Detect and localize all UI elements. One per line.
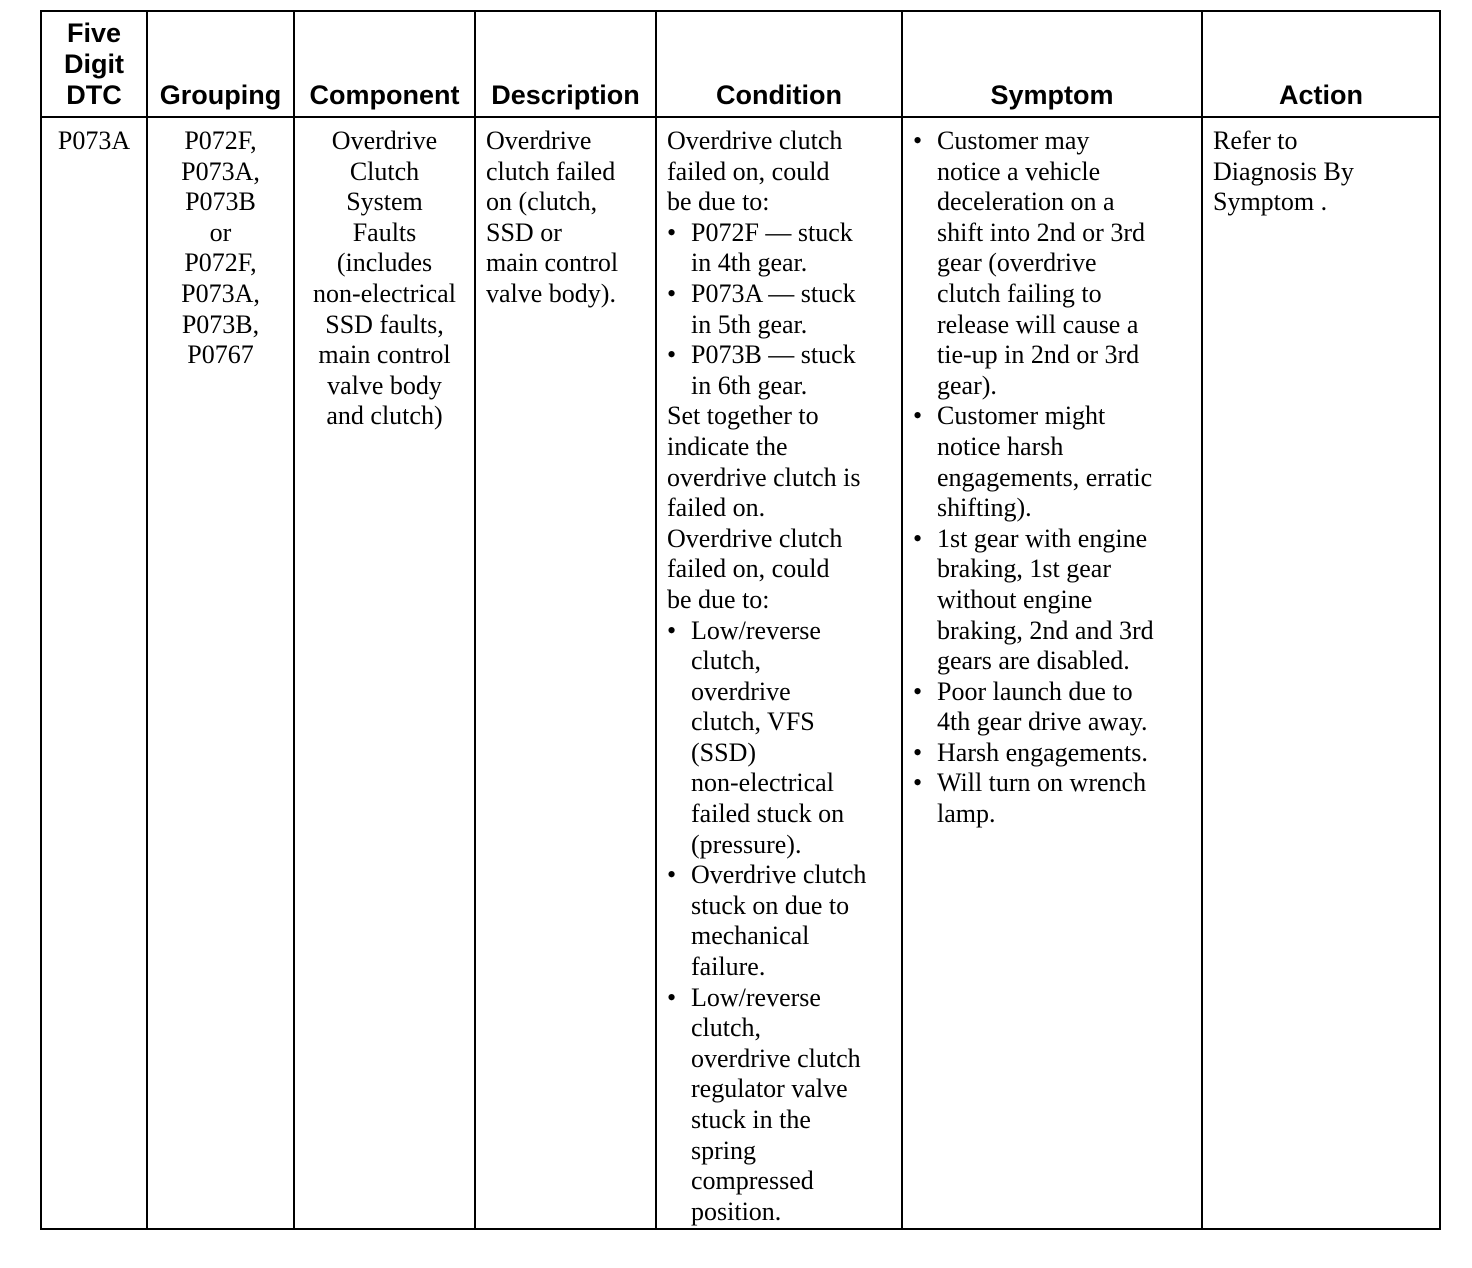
- dtc-table: [40, 10, 1441, 1230]
- header-action: Action: [1202, 11, 1440, 117]
- description-line: valve body).: [486, 278, 616, 308]
- list-item: [667, 340, 891, 401]
- condition-bullet-line: • Low/reverse: [691, 982, 821, 1012]
- condition-bullet-list: [667, 616, 891, 1228]
- grouping-line: P072F,: [184, 126, 257, 155]
- condition-bullet-line: compressed: [691, 1166, 814, 1196]
- component-line: (includes: [336, 248, 433, 278]
- condition-bullet-line: in 5th gear.: [691, 309, 808, 339]
- condition-line: failed on.: [667, 493, 766, 523]
- condition-bullet-line: spring: [691, 1135, 756, 1165]
- condition-bullet-line: failure.: [691, 952, 766, 982]
- list-item: [667, 860, 891, 982]
- header-dtc-line: DTC: [66, 80, 122, 110]
- symptom-line: • Will turn on wrench: [937, 768, 1147, 798]
- symptom-line: notice a vehicle: [937, 156, 1101, 186]
- list-item: [913, 677, 1191, 738]
- condition-bullet-line: in 6th gear.: [691, 370, 808, 400]
- list-item: [667, 279, 891, 340]
- header-description: Description: [475, 11, 656, 117]
- condition-bullet-line: • Overdrive clutch: [691, 860, 867, 890]
- symptom-line: • Customer might: [937, 401, 1106, 431]
- list-item: [913, 401, 1191, 523]
- symptom-line: release will cause a: [937, 309, 1139, 339]
- list-item: [667, 218, 891, 279]
- condition-bullet-list: [667, 218, 891, 402]
- symptom-line: 4th gear drive away.: [937, 707, 1148, 737]
- symptom-line: gear).: [937, 370, 997, 400]
- condition-bullet-line: stuck on due to: [691, 890, 850, 920]
- header-component: Component: [294, 11, 475, 117]
- symptom-line: • Customer may: [937, 126, 1090, 155]
- grouping-line: P0767: [187, 340, 254, 370]
- header-row: [41, 11, 1440, 117]
- component-line: Overdrive: [331, 126, 438, 155]
- condition-bullet-line: overdrive clutch: [691, 1043, 861, 1073]
- list-item: [913, 768, 1191, 829]
- component-line: Clutch: [349, 156, 420, 186]
- component-line: SSD faults,: [325, 309, 444, 339]
- condition-line: failed on, could: [667, 554, 830, 584]
- symptom-line: gear (overdrive: [937, 248, 1097, 278]
- symptom-line: shift into 2nd or 3rd: [937, 217, 1145, 247]
- component-line: non-electrical: [313, 278, 456, 308]
- action-link[interactable]: Symptom .: [1213, 187, 1328, 217]
- condition-bullet-line: (SSD): [691, 737, 757, 767]
- condition-bullet-line: position.: [691, 1196, 782, 1226]
- description-line: SSD or: [486, 217, 562, 247]
- condition-bullet-line: • Low/reverse: [691, 615, 821, 645]
- condition-bullet-line: clutch,: [691, 1013, 762, 1043]
- list-item: [667, 983, 891, 1228]
- cell-description: [475, 117, 656, 1229]
- condition-bullet-line: failed stuck on: [691, 799, 845, 829]
- condition-bullet-line: in 4th gear.: [691, 248, 808, 278]
- description-line: clutch failed: [486, 156, 616, 186]
- condition-bullet-line: clutch, VFS: [691, 707, 815, 737]
- condition-bullet-line: clutch,: [691, 646, 762, 676]
- cell-grouping: [147, 117, 294, 1229]
- condition-line: indicate the: [667, 431, 788, 461]
- symptom-line: clutch failing to: [937, 278, 1102, 308]
- grouping-line: or: [209, 217, 232, 247]
- description-line: Overdrive: [486, 126, 592, 155]
- condition-bullet-line: mechanical: [691, 921, 810, 951]
- condition-bullet-line: stuck in the: [691, 1105, 811, 1134]
- condition-line: be due to:: [667, 187, 770, 217]
- condition-bullet-line: • P073A — stuck: [691, 278, 856, 308]
- condition-bullet-line: (pressure).: [691, 829, 802, 859]
- condition-bullet-line: regulator valve: [691, 1074, 848, 1104]
- header-grouping: Grouping: [147, 11, 294, 117]
- list-item: [913, 524, 1191, 677]
- grouping-line: P073B: [185, 187, 256, 217]
- component-line: System: [346, 187, 423, 217]
- symptom-line: gears are disabled.: [937, 646, 1130, 676]
- component-line: valve body: [327, 370, 442, 400]
- header-dtc: [41, 11, 147, 117]
- condition-bullet-line: • P072F — stuck: [691, 217, 853, 247]
- grouping-line: P073A,: [181, 278, 260, 308]
- cell-component: [294, 117, 475, 1229]
- header-symptom: Symptom: [902, 11, 1202, 117]
- condition-line: Set together to: [667, 401, 819, 431]
- symptom-line: • Poor launch due to: [937, 676, 1133, 706]
- symptom-line: notice harsh: [937, 431, 1064, 461]
- cell-symptom: [902, 117, 1202, 1229]
- symptom-line: tie-up in 2nd or 3rd: [937, 340, 1140, 370]
- cell-action: [1202, 117, 1440, 1229]
- symptom-line: • Harsh engagements.: [937, 737, 1148, 767]
- list-item: [913, 126, 1191, 401]
- condition-line: overdrive clutch is: [667, 462, 861, 492]
- component-line: Faults: [352, 217, 417, 247]
- description-line: main control: [486, 248, 619, 278]
- component-line: main control: [318, 340, 451, 370]
- cell-dtc: [41, 117, 147, 1229]
- condition-line: Overdrive clutch: [667, 523, 843, 553]
- header-condition: Condition: [656, 11, 902, 117]
- symptom-bullet-list: [913, 126, 1191, 830]
- condition-line: Overdrive clutch: [667, 126, 843, 155]
- list-item: [913, 738, 1191, 769]
- condition-line: be due to:: [667, 584, 770, 614]
- symptom-line: engagements, erratic: [937, 462, 1153, 492]
- symptom-line: shifting).: [937, 493, 1032, 523]
- grouping-line: P073A,: [181, 156, 260, 186]
- table-row: [41, 117, 1440, 1229]
- symptom-line: braking, 2nd and 3rd: [937, 615, 1154, 645]
- symptom-line: deceleration on a: [937, 187, 1115, 217]
- list-item: [667, 616, 891, 861]
- symptom-line: braking, 1st gear: [937, 554, 1112, 584]
- grouping-line: P073B,: [181, 309, 260, 339]
- cell-condition: [656, 117, 902, 1229]
- header-dtc-line: Digit: [64, 49, 124, 79]
- symptom-line: lamp.: [937, 799, 996, 829]
- condition-bullet-line: non-electrical: [691, 768, 834, 798]
- condition-bullet-line: overdrive: [691, 676, 791, 706]
- condition-bullet-line: • P073B — stuck: [691, 340, 856, 370]
- action-line: Refer to: [1213, 126, 1298, 155]
- component-line: and clutch): [326, 401, 443, 431]
- action-line: Diagnosis By: [1213, 156, 1354, 186]
- symptom-line: • 1st gear with engine: [937, 523, 1148, 553]
- condition-line: failed on, could: [667, 156, 830, 186]
- header-dtc-line: Five: [66, 18, 122, 48]
- dtc-code: P073A: [57, 126, 131, 155]
- grouping-line: P072F,: [184, 248, 257, 278]
- description-line: on (clutch,: [486, 187, 598, 217]
- symptom-line: without engine: [937, 584, 1093, 614]
